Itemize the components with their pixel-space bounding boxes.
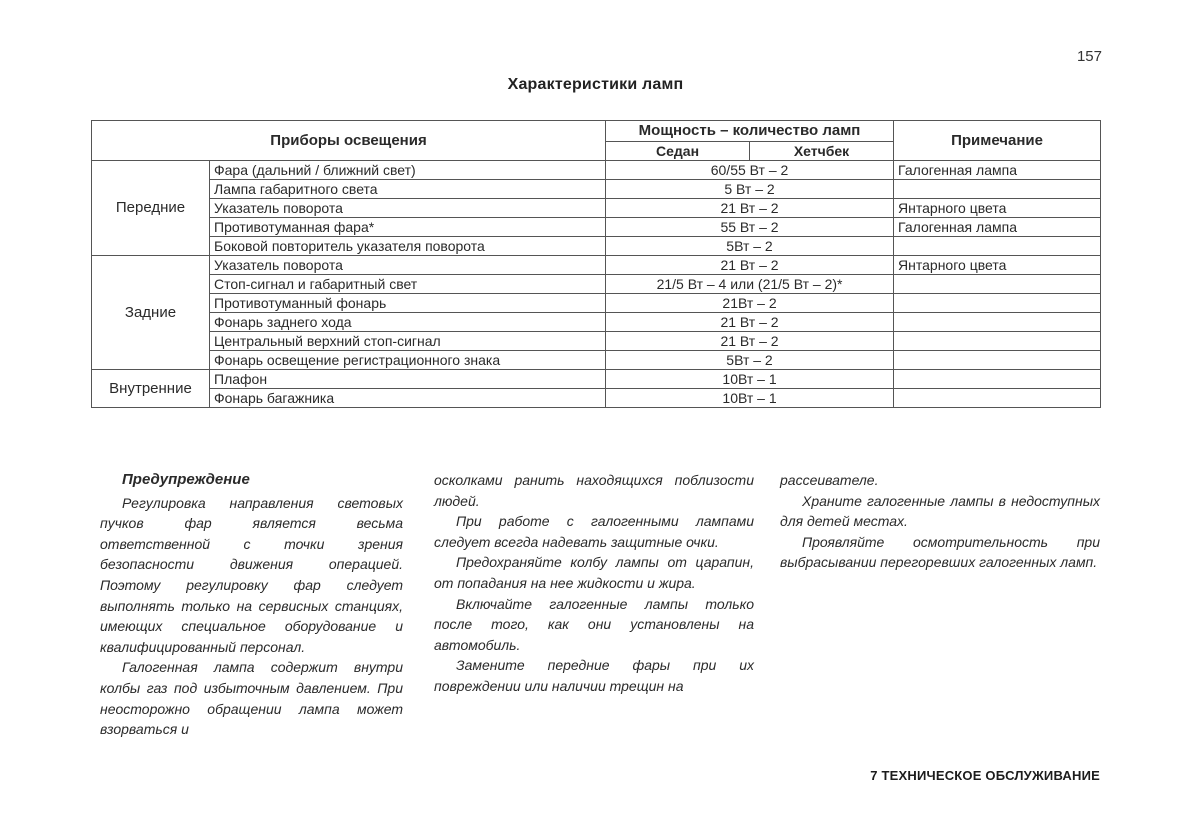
warning-section — [100, 470, 1100, 750]
group-label: Задние — [92, 256, 210, 370]
paragraph: Галогенная лампа содержит внутри колбы газ под избыточным давлением. При неосторожно обращении лампа может взорваться и — [100, 659, 403, 738]
device-cell: Боковой повторитель указателя поворота — [210, 237, 606, 256]
device-cell: Фонарь освещение регистрационного знака — [210, 351, 606, 370]
device-cell: Фонарь заднего хода — [210, 313, 606, 332]
text-column-1 — [100, 470, 403, 740]
power-cell: 21Вт – 2 — [606, 294, 894, 313]
device-cell: Указатель поворота — [210, 256, 606, 275]
note-cell — [894, 237, 1101, 256]
header-hatchback: Хетчбек — [750, 142, 894, 161]
table-row — [92, 275, 1101, 294]
group-label: Передние — [92, 161, 210, 256]
note-cell — [894, 313, 1101, 332]
paragraph: осколками ранить находящихся поблизости людей. — [434, 472, 754, 509]
text-column-3 — [780, 470, 1100, 573]
paragraph: Храните галогенные лампы в недоступных для детей местах. — [780, 492, 1100, 530]
table-row — [92, 218, 1101, 237]
table-row — [92, 180, 1101, 199]
table-body — [92, 161, 1101, 408]
table-row — [92, 351, 1101, 370]
power-cell: 21 Вт – 2 — [606, 256, 894, 275]
device-cell: Лампа габаритного света — [210, 180, 606, 199]
note-cell — [894, 389, 1101, 408]
device-cell: Противотуманный фонарь — [210, 294, 606, 313]
power-cell: 21 Вт – 2 — [606, 199, 894, 218]
device-cell: Противотуманная фара* — [210, 218, 606, 237]
paragraph: Регулировка направления световых пучков фар является весьма ответственной с точки зрения безопасности движения операцией. Поэтому регулировку фар следует выполнять только на сервисных станциях, имеющих специальное оборудование и квалифицированный персонал. — [100, 494, 403, 655]
device-cell: Указатель поворота — [210, 199, 606, 218]
device-cell: Центральный верхний стоп-сигнал — [210, 332, 606, 351]
power-cell: 10Вт – 1 — [606, 370, 894, 389]
note-cell — [894, 294, 1101, 313]
note-cell: Янтарного цвета — [894, 199, 1101, 218]
page-title: Характеристики ламп — [507, 76, 684, 93]
header-power: Мощность – количество ламп — [606, 121, 894, 142]
table-row — [92, 237, 1101, 256]
table-row — [92, 313, 1101, 332]
page-number: 157 — [1076, 48, 1102, 65]
power-cell: 21/5 Вт – 4 или (21/5 Вт – 2)* — [606, 275, 894, 294]
paragraph: рассеивателе. — [780, 472, 879, 488]
note-cell: Галогенная лампа — [894, 218, 1101, 237]
note-cell — [894, 332, 1101, 351]
note-cell — [894, 275, 1101, 294]
header-sedan: Седан — [606, 142, 750, 161]
paragraph: Замените передние фары при их повреждении или наличии трещин на — [434, 657, 754, 694]
power-cell: 60/55 Вт – 2 — [606, 161, 894, 180]
power-cell: 5 Вт – 2 — [606, 180, 894, 199]
table-row — [92, 332, 1101, 351]
header-devices: Приборы освещения — [92, 121, 606, 161]
group-label: Внутренние — [92, 370, 210, 408]
paragraph: Включайте галогенные лампы только после того, как они установлены на автомобиль. — [434, 595, 754, 653]
device-cell: Плафон — [210, 370, 606, 389]
table-row — [92, 370, 1101, 389]
header-note: Примечание — [894, 121, 1101, 161]
paragraph: Проявляйте осмотрительность при выбрасывании перегоревших галогенных ламп. — [780, 533, 1100, 571]
table-row — [92, 294, 1101, 313]
power-cell: 5Вт – 2 — [606, 351, 894, 370]
paragraph: Предохраняйте колбу лампы от царапин, от попадания на нее жидкости и жира. — [434, 554, 754, 591]
power-cell: 10Вт – 1 — [606, 389, 894, 408]
note-cell — [894, 351, 1101, 370]
lamp-specs-table — [91, 120, 1101, 408]
paragraph: При работе с галогенными лампами следует всегда надевать защитные очки. — [434, 513, 754, 550]
power-cell: 5Вт – 2 — [606, 237, 894, 256]
note-cell — [894, 370, 1101, 389]
warning-title: Предупреждение — [122, 471, 250, 488]
power-cell: 21 Вт – 2 — [606, 313, 894, 332]
device-cell: Фонарь багажника — [210, 389, 606, 408]
power-cell: 55 Вт – 2 — [606, 218, 894, 237]
section-footer: 7 ТЕХНИЧЕСКОЕ ОБСЛУЖИВАНИЕ — [870, 768, 1100, 783]
table-row — [92, 256, 1101, 275]
power-cell: 21 Вт – 2 — [606, 332, 894, 351]
device-cell: Стоп-сигнал и габаритный свет — [210, 275, 606, 294]
device-cell: Фара (дальний / ближний свет) — [210, 161, 606, 180]
table-row — [92, 161, 1101, 180]
text-column-2 — [434, 470, 754, 697]
note-cell: Янтарного цвета — [894, 256, 1101, 275]
table-row — [92, 199, 1101, 218]
table-row — [92, 389, 1101, 408]
note-cell — [894, 180, 1101, 199]
note-cell: Галогенная лампа — [894, 161, 1101, 180]
